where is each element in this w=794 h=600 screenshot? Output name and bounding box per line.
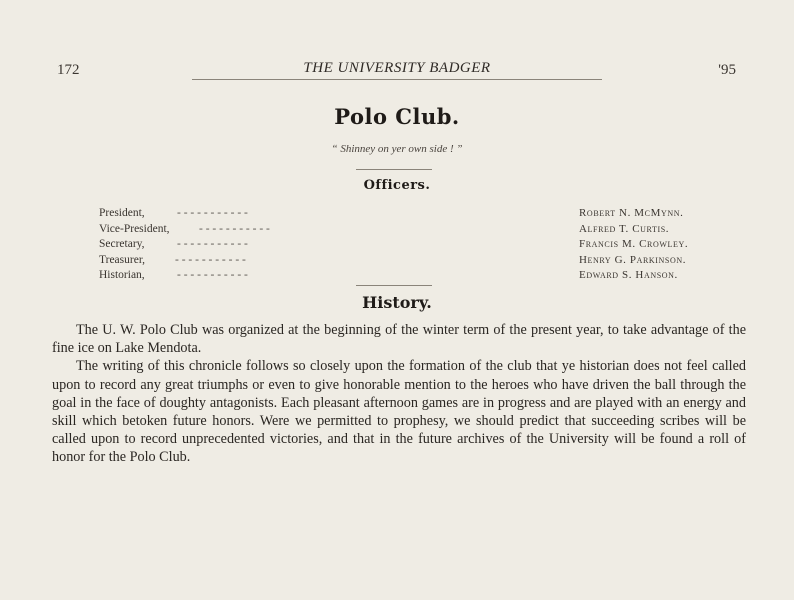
- officer-row: [99, 254, 699, 270]
- officer-name: Alfred T. Curtis.: [579, 222, 670, 235]
- header-year: '95: [718, 62, 736, 78]
- running-title: THE UNIVERSITY BADGER: [192, 60, 602, 80]
- officer-name: Edward S. Hanson.: [579, 269, 678, 281]
- club-title: Polo Club.: [334, 104, 460, 129]
- officer-row: [99, 269, 699, 285]
- dot-leader: - - - - - - - - - - -: [175, 253, 246, 266]
- officer-office: Vice-President,: [99, 222, 170, 235]
- page-number: 172: [57, 62, 80, 78]
- dot-leader: - - - - - - - - - - -: [177, 238, 248, 250]
- officer-row: [99, 238, 699, 254]
- history-text: [52, 321, 746, 467]
- dot-leader: - - - - - - - - - - -: [199, 222, 270, 235]
- officer-office: Secretary,: [99, 238, 145, 250]
- officers-list: [99, 207, 699, 285]
- officer-office: Treasurer,: [99, 253, 146, 266]
- officer-name: Francis M. Crowley.: [579, 238, 689, 250]
- divider-rule: [356, 169, 432, 170]
- club-motto: “ Shinney on yer own side ! ”: [331, 143, 463, 155]
- officer-row: [99, 207, 699, 223]
- officer-office: President,: [99, 207, 145, 219]
- officers-heading: Officers.: [363, 178, 431, 193]
- history-paragraph: The writing of this chronicle follows so closely upon the formation of the club that ye historian does not feel called upon to record any great triumphs or even to give honorable mention to the heroes who have driven the ball through the goal in the face of doughty antagonists. Each pleasant afternoon games are in progress and are played with an energy and skill which betoken future honors. Were we permitted to prophesy, we should predict that succeeding scribes will be called upon to record unprecedented victories, and that in the future archives of the University will be found a roll of honor for the Polo Club.: [52, 358, 746, 466]
- officer-name: Robert N. McMynn.: [579, 207, 684, 219]
- officer-office: Historian,: [99, 269, 145, 281]
- history-heading: History.: [362, 293, 432, 312]
- dot-leader: - - - - - - - - - - -: [177, 207, 248, 219]
- officer-name: Henry G. Parkinson.: [579, 253, 687, 266]
- divider-rule: [356, 285, 432, 286]
- history-paragraph: The U. W. Polo Club was organized at the beginning of the winter term of the present year, to take advantage of the fine ice on Lake Mendota.: [52, 322, 746, 357]
- officer-row: [99, 223, 699, 239]
- dot-leader: - - - - - - - - - - -: [177, 269, 248, 281]
